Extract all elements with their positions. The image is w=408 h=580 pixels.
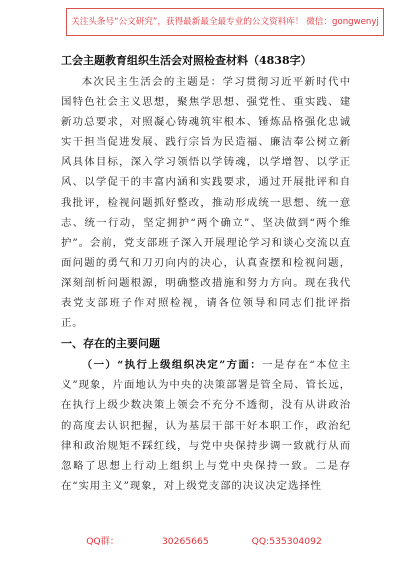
document-body [61, 54, 351, 496]
subsection-body: 一是存在“本位主义”现象，片面地认为中央的决策部署是管全局、管长远，在执行上级少数决策上领会不充分不透彻，没有从讲政治的高度去认识把握，认为基层干部干好本职工作，政治纪律和政治规矩不踩红线，与党中央保持步调一致就行从而忽略了思想上行动上组织上与党中央保持一致。二是存在“实用主义”现象，对上级党支部的决议决定选择性 [61, 359, 351, 492]
document-title: 工会主题教育组织生活会对照检查材料（4838字） [61, 54, 312, 67]
subsection-paragraph [61, 355, 351, 496]
footer-qq: QQ:535304092 [251, 536, 322, 547]
subsection-heading: （一）“执行上级组织决定”方面： [81, 359, 263, 372]
footer-contact [0, 533, 408, 547]
footer-qq-group: QQ群： 30265665 [86, 536, 209, 547]
intro-paragraph: 本次民主生活会的主题是：学习贯彻习近平新时代中国特色社会主义思想，聚焦学思想、强党性、重实践、建新功总要求，对照凝心铸魂筑牢根本、锤炼品格强化忠诚实干担当促进发展、践行宗旨为民造福、廉洁奉公树立新风具体目标，深入学习领悟以学铸魂，以学增智、以学正风、以学促干的丰富内涵和实践要求，通过开展批评和自我批评，检视问题抓好整改，推动形成统一思想、统一意志、统一行动，坚定拥护“两个确立”、坚决做到“两个维护”。会前，党支部班子深入开展理论学习和谈心交流以直面问题的勇气和刀刃向内的决心，认真查摆和检视问题，深刻剖析问题根源，明确整改措施和努力方向。现在我代表党支部班子作对照检视，请各位领导和同志们批评指正。 [61, 76, 351, 330]
header-banner: 关注头条号“公文研究”，获得最新最全最专业的公文资料库！ 微信：gongwenyj [66, 8, 384, 36]
section-heading-problems: 一、存在的主要问题 [61, 337, 160, 351]
